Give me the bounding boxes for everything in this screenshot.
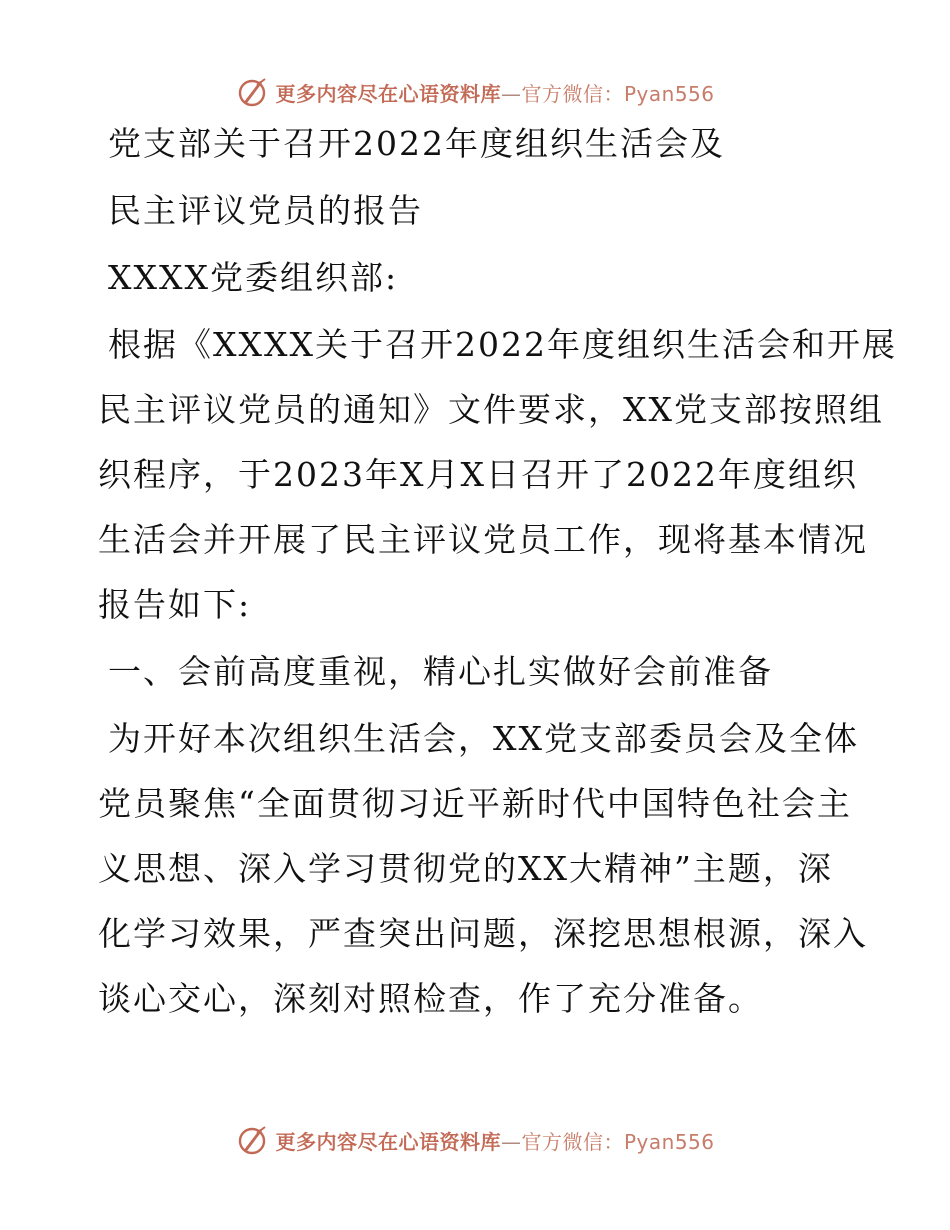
paragraph-1-line: 根据《XXXX关于召开2022年度组织生活会和开展 bbox=[108, 325, 897, 364]
banner-wechat-label: 官方微信： bbox=[521, 1129, 624, 1154]
quill-pen-circle-icon bbox=[235, 75, 269, 109]
paragraph-2-line: 谈心交心，深刻对照检查，作了充分准备。 bbox=[98, 979, 763, 1018]
paragraph-1 bbox=[98, 323, 897, 627]
banner-dash: — bbox=[500, 1129, 522, 1154]
paragraph-2-line: 义思想、深入学习贯彻党的XX大精神”主题，深 bbox=[98, 849, 833, 888]
section-heading-1: 一、会前高度重视，精心扎实做好会前准备 bbox=[108, 652, 773, 691]
banner-dash: — bbox=[500, 81, 522, 106]
banner-brand: 更多内容尽在心语资料库 bbox=[275, 1129, 501, 1154]
document-title-line-1: 党支部关于召开2022年度组织生活会及 bbox=[108, 124, 725, 163]
banner-brand: 更多内容尽在心语资料库 bbox=[275, 81, 501, 106]
paragraph-1-line: 生活会并开展了民主评议党员工作，现将基本情况 bbox=[98, 520, 868, 559]
paragraph-1-line: 报告如下: bbox=[98, 585, 252, 624]
paragraph-2-line: 化学习效果，严查突出问题，深挖思想根源，深入 bbox=[98, 914, 868, 953]
addressee: XXXX党委组织部: bbox=[108, 258, 399, 297]
banner-wechat-id: Pyan556 bbox=[623, 1129, 715, 1154]
paragraph-2-line: 为开好本次组织生活会，XX党支部委员会及全体 bbox=[108, 719, 859, 758]
banner-text bbox=[275, 78, 714, 107]
quill-pen-circle-icon bbox=[235, 1123, 269, 1157]
footer-banner-content bbox=[235, 1123, 714, 1157]
footer-banner bbox=[0, 1120, 950, 1160]
banner-wechat-id: Pyan556 bbox=[623, 81, 715, 106]
document-title-line-2: 民主评议党员的报告 bbox=[108, 191, 423, 230]
paragraph-2-line: 党员聚焦“全面贯彻习近平新时代中国特色社会主 bbox=[98, 784, 852, 823]
paragraph-1-line: 织程序，于2023年X月X日召开了2022年度组织 bbox=[98, 455, 858, 494]
banner-text bbox=[275, 1126, 714, 1155]
paragraph-2 bbox=[98, 717, 868, 1021]
header-banner bbox=[0, 72, 950, 112]
banner-wechat-label: 官方微信： bbox=[521, 81, 624, 106]
header-banner-content bbox=[235, 75, 714, 109]
document-body bbox=[98, 122, 897, 1044]
paragraph-1-line: 民主评议党员的通知》文件要求，XX党支部按照组 bbox=[98, 390, 884, 429]
